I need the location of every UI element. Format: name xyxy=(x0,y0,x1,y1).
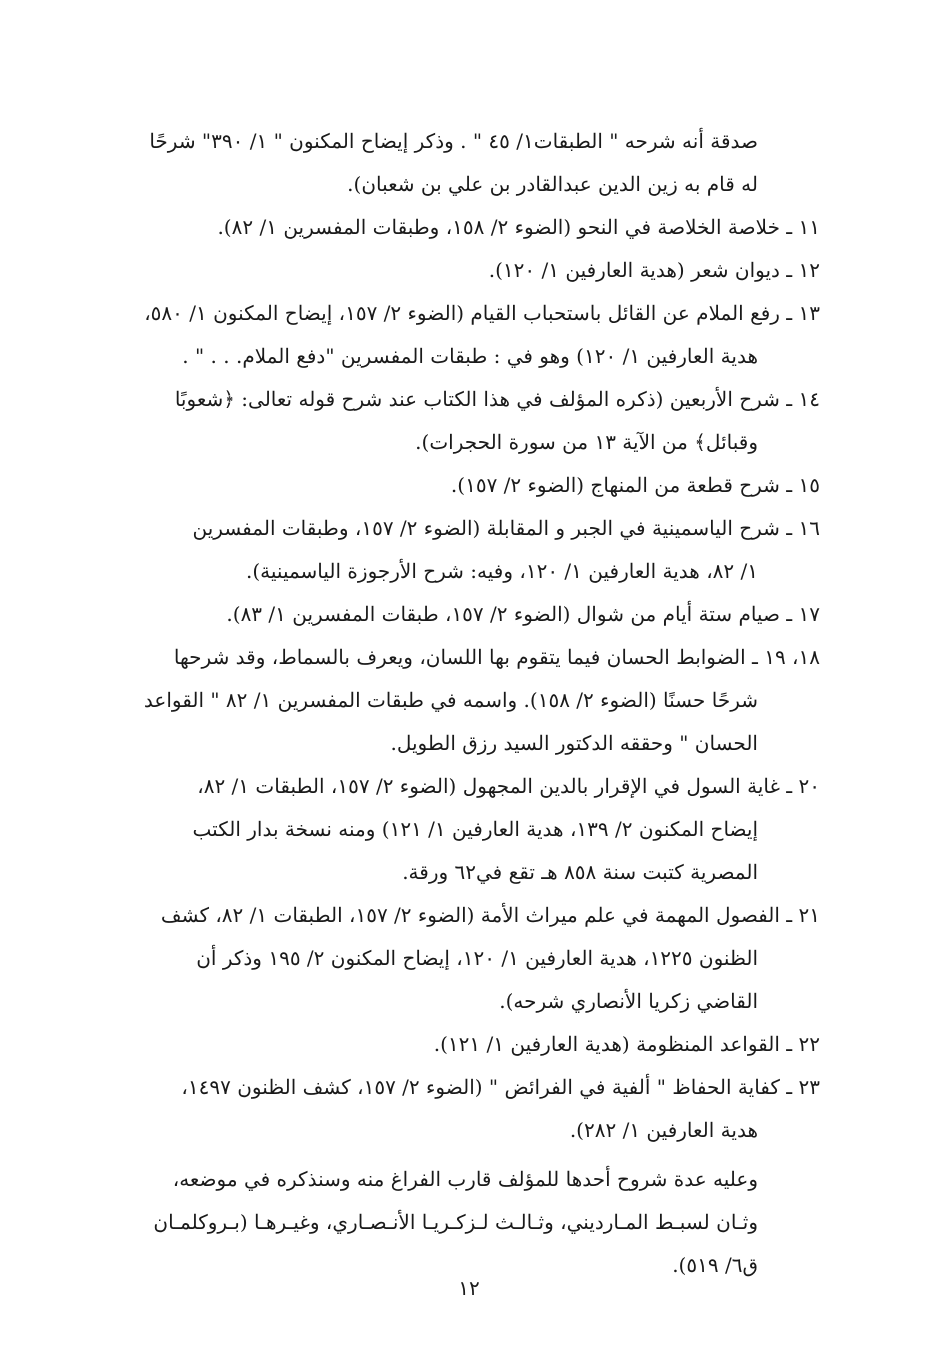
entry-continuation-line: إيضاح المكنون ٢/ ١٣٩، هدية العارفين ١/ ١٢١) ومنه نسخة بدار الكتب xyxy=(192,817,758,841)
entry-continuation-line: الظنون ١٢٢٥، هدية العارفين ١/ ١٢٠، إيضاح المكنون ٢/ ١٩٥ وذكر أن xyxy=(196,946,758,970)
entry-continuation-line: شرحًا حسنًا (الضوء ٢/ ١٥٨). واسمه في طبقات المفسرين ١/ ٨٢ " القواعد xyxy=(143,688,758,712)
list-item xyxy=(76,206,820,249)
entry-continuation-line: الحسان " وحققه الدكتور السيد رزق الطويل. xyxy=(390,731,758,755)
closing-paragraph xyxy=(76,1158,820,1287)
entry-first-line: ١٨، ١٩ ـ الضوابط الحسان فيما يتقوم بها اللسان، ويعرف بالسماط، وقد شرحها xyxy=(173,645,820,669)
entry-first-line: ١٢ ـ ديوان شعر (هدية العارفين ١/ ١٢٠). xyxy=(488,258,820,282)
list-item xyxy=(76,593,820,636)
list-item xyxy=(76,636,820,765)
entry-first-line: ٢٢ ـ القواعد المنظومة (هدية العارفين ١/ ١٢١). xyxy=(433,1032,820,1056)
entry-first-line: ٢١ ـ الفصول المهمة في علم ميراث الأمة (الضوء ٢/ ١٥٧، الطبقات ١/ ٨٢، كشف xyxy=(160,903,820,927)
entries-list xyxy=(76,206,820,1152)
list-item xyxy=(76,507,820,593)
page-body xyxy=(76,120,820,1287)
entry-first-line: ١١ ـ خلاصة الخلاصة في النحو (الضوء ٢/ ١٥٨، وطبقات المفسرين ١/ ٨٢). xyxy=(217,215,820,239)
entry-continuation-line: هدية العارفين ١/ ١٢٠) وهو في : طبقات المفسرين "دفع الملام. . . " . xyxy=(182,344,758,368)
entry-continuation-line: هدية العارفين ١/ ٢٨٢). xyxy=(569,1118,758,1142)
intro-line: له قام به زين الدين عبدالقادر بن علي بن شعبان). xyxy=(347,172,758,196)
entry-continuation-line: وقبائل﴾ من الآية ١٣ من سورة الحجرات). xyxy=(415,430,758,454)
intro-line: صدقة أنه شرحه " الطبقات١/ ٤٥ " . وذكر إيضاح المكنون " ١/ ٣٩٠" شرحًا xyxy=(149,129,758,153)
list-item xyxy=(76,464,820,507)
page-number: ١٢ xyxy=(458,1276,480,1300)
closing-line: وثـان لسبـط المـارديني، وثـالـث لـزكـريـا الأنـصـاري، وغيـرهـا (بـروكلمـان xyxy=(153,1210,758,1234)
list-item xyxy=(76,292,820,378)
entry-first-line: ٢٣ ـ كفاية الحفاظ " ألفية في الفرائض " (الضوء ٢/ ١٥٧، كشف الظنون ١٤٩٧، xyxy=(181,1075,820,1099)
list-item xyxy=(76,894,820,1023)
closing-line: وعليه عدة شروح أحدها للمؤلف قارب الفراغ منه وسنذكره في موضعه، xyxy=(172,1167,758,1191)
entry-first-line: ٢٠ ـ غاية السول في الإقرار بالدين المجهول (الضوء ٢/ ١٥٧، الطبقات ١/ ٨٢، xyxy=(197,774,820,798)
list-item xyxy=(76,1023,820,1066)
list-item xyxy=(76,378,820,464)
intro-paragraph xyxy=(76,120,820,206)
list-item xyxy=(76,765,820,894)
closing-line: ق٦/ ٥١٩). xyxy=(672,1253,758,1277)
entry-first-line: ١٦ ـ شرح الياسمينية في الجبر و المقابلة (الضوء ٢/ ١٥٧، وطبقات المفسرين xyxy=(192,516,820,540)
entry-continuation-line: القاضي زكريا الأنصاري شرحه). xyxy=(499,989,758,1013)
list-item xyxy=(76,1066,820,1152)
entry-continuation-line: ١/ ٨٢، هدية العارفين ١/ ١٢٠، وفيه: شرح الأرجوزة الياسمينية). xyxy=(245,559,758,583)
list-item xyxy=(76,249,820,292)
entry-continuation-line: المصرية كتبت سنة ٨٥٨ هـ تقع في٦٢ ورقة. xyxy=(402,860,758,884)
entry-first-line: ١٧ ـ صيام ستة أيام من شوال (الضوء ٢/ ١٥٧، طبقات المفسرين ١/ ٨٣). xyxy=(226,602,820,626)
entry-first-line: ١٣ ـ رفع الملام عن القائل باستحباب القيام (الضوء ٢/ ١٥٧، إيضاح المكنون ١/ ٥٨٠، xyxy=(144,301,820,325)
entry-first-line: ١٤ ـ شرح الأربعين (ذكره المؤلف في هذا الكتاب عند شرح قوله تعالى: ﴿شعوبًا xyxy=(174,387,820,411)
entry-first-line: ١٥ ـ شرح قطعة من المنهاج (الضوء ٢/ ١٥٧). xyxy=(450,473,820,497)
